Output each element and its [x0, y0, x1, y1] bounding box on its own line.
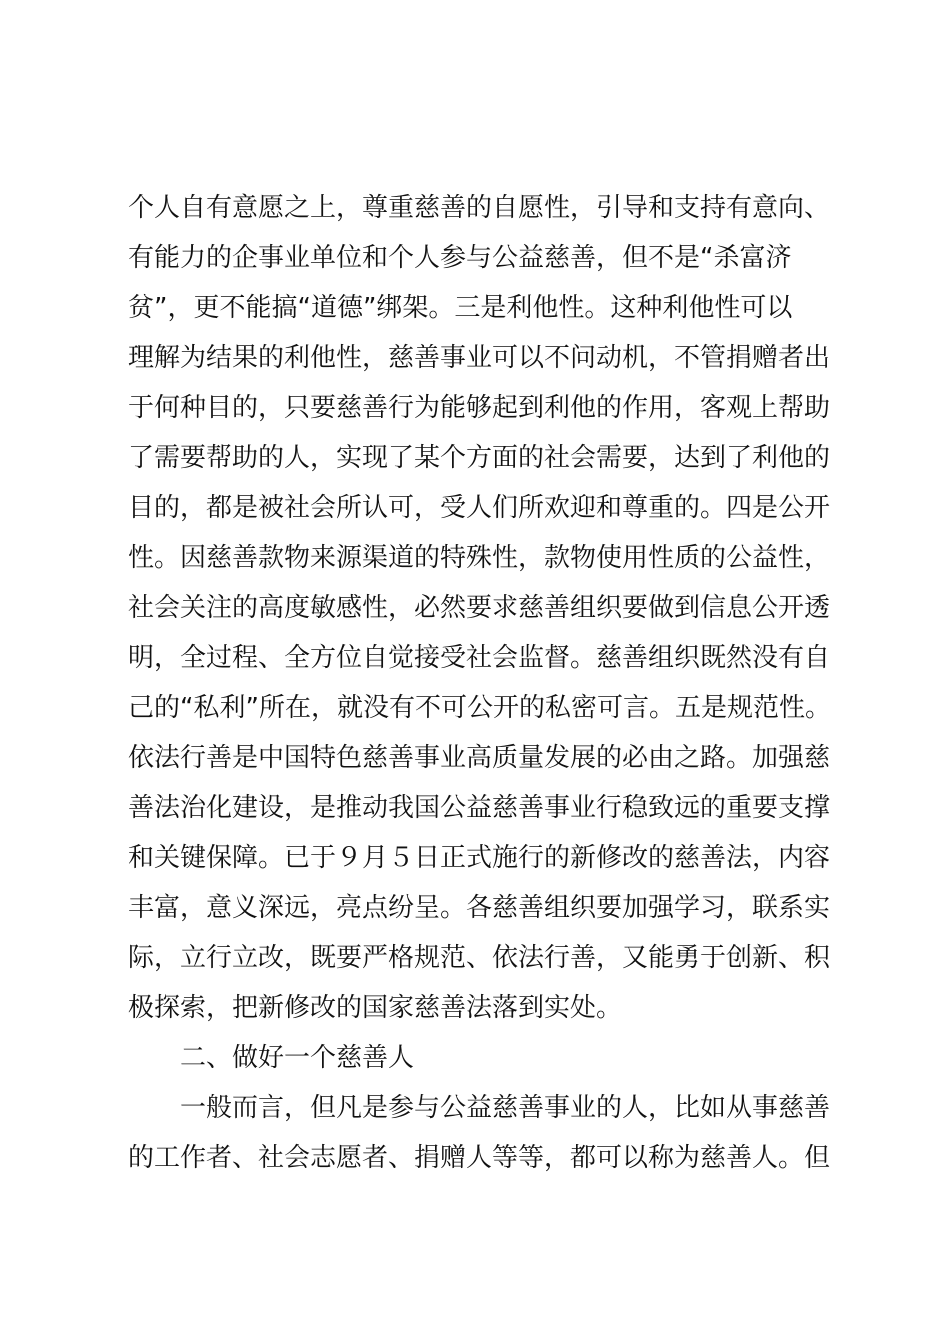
paragraph-line: 的工作者、社会志愿者、捐赠人等等，都可以称为慈善人。但 — [128, 1143, 831, 1173]
paragraph-line: 社会关注的高度敏感性，必然要求慈善组织要做到信息公开透 — [128, 593, 831, 623]
paragraph-line: 有能力的企事业单位和个人参与公益慈善，但不是“杀富济 — [128, 243, 792, 273]
paragraph-line: 善法治化建设，是推动我国公益慈善事业行稳致远的重要支撑 — [128, 793, 831, 823]
paragraph-line: 和关键保障。已于９月５日正式施行的新修改的慈善法，内容 — [128, 843, 831, 873]
paragraph-line: 目的，都是被社会所认可，受人们所欢迎和尊重的。四是公开 — [128, 493, 831, 523]
paragraph-line: 际，立行立改，既要严格规范、依法行善，又能勇于创新、积 — [128, 943, 831, 973]
paragraph-line: 一般而言，但凡是参与公益慈善事业的人，比如从事慈善 — [180, 1093, 831, 1123]
paragraph-line: 明，全过程、全方位自觉接受社会监督。慈善组织既然没有自 — [128, 643, 831, 673]
paragraph-line: 于何种目的，只要慈善行为能够起到利他的作用，客观上帮助 — [128, 393, 831, 423]
paragraph-line: 极探索，把新修改的国家慈善法落到实处。 — [128, 993, 623, 1023]
paragraph-line: 个人自有意愿之上，尊重慈善的自愿性，引导和支持有意向、 — [128, 193, 831, 223]
body-text — [128, 183, 848, 1183]
paragraph-line: 丰富，意义深远，亮点纷呈。各慈善组织要加强学习，联系实 — [128, 893, 831, 923]
paragraph-line: 依法行善是中国特色慈善事业高质量发展的必由之路。加强慈 — [128, 743, 831, 773]
paragraph-line: 理解为结果的利他性，慈善事业可以不问动机，不管捐赠者出 — [128, 343, 831, 373]
paragraph-line: 己的“私利”所在，就没有不可公开的私密可言。五是规范性。 — [128, 693, 831, 723]
paragraph-line: 性。因慈善款物来源渠道的特殊性，款物使用性质的公益性， — [128, 543, 831, 573]
paragraph-line: 了需要帮助的人，实现了某个方面的社会需要，达到了利他的 — [128, 443, 831, 473]
paragraph-line: 贫”，更不能搞“道德”绑架。三是利他性。这种利他性可以 — [128, 293, 793, 323]
section-heading: 二、做好一个慈善人 — [180, 1043, 415, 1073]
